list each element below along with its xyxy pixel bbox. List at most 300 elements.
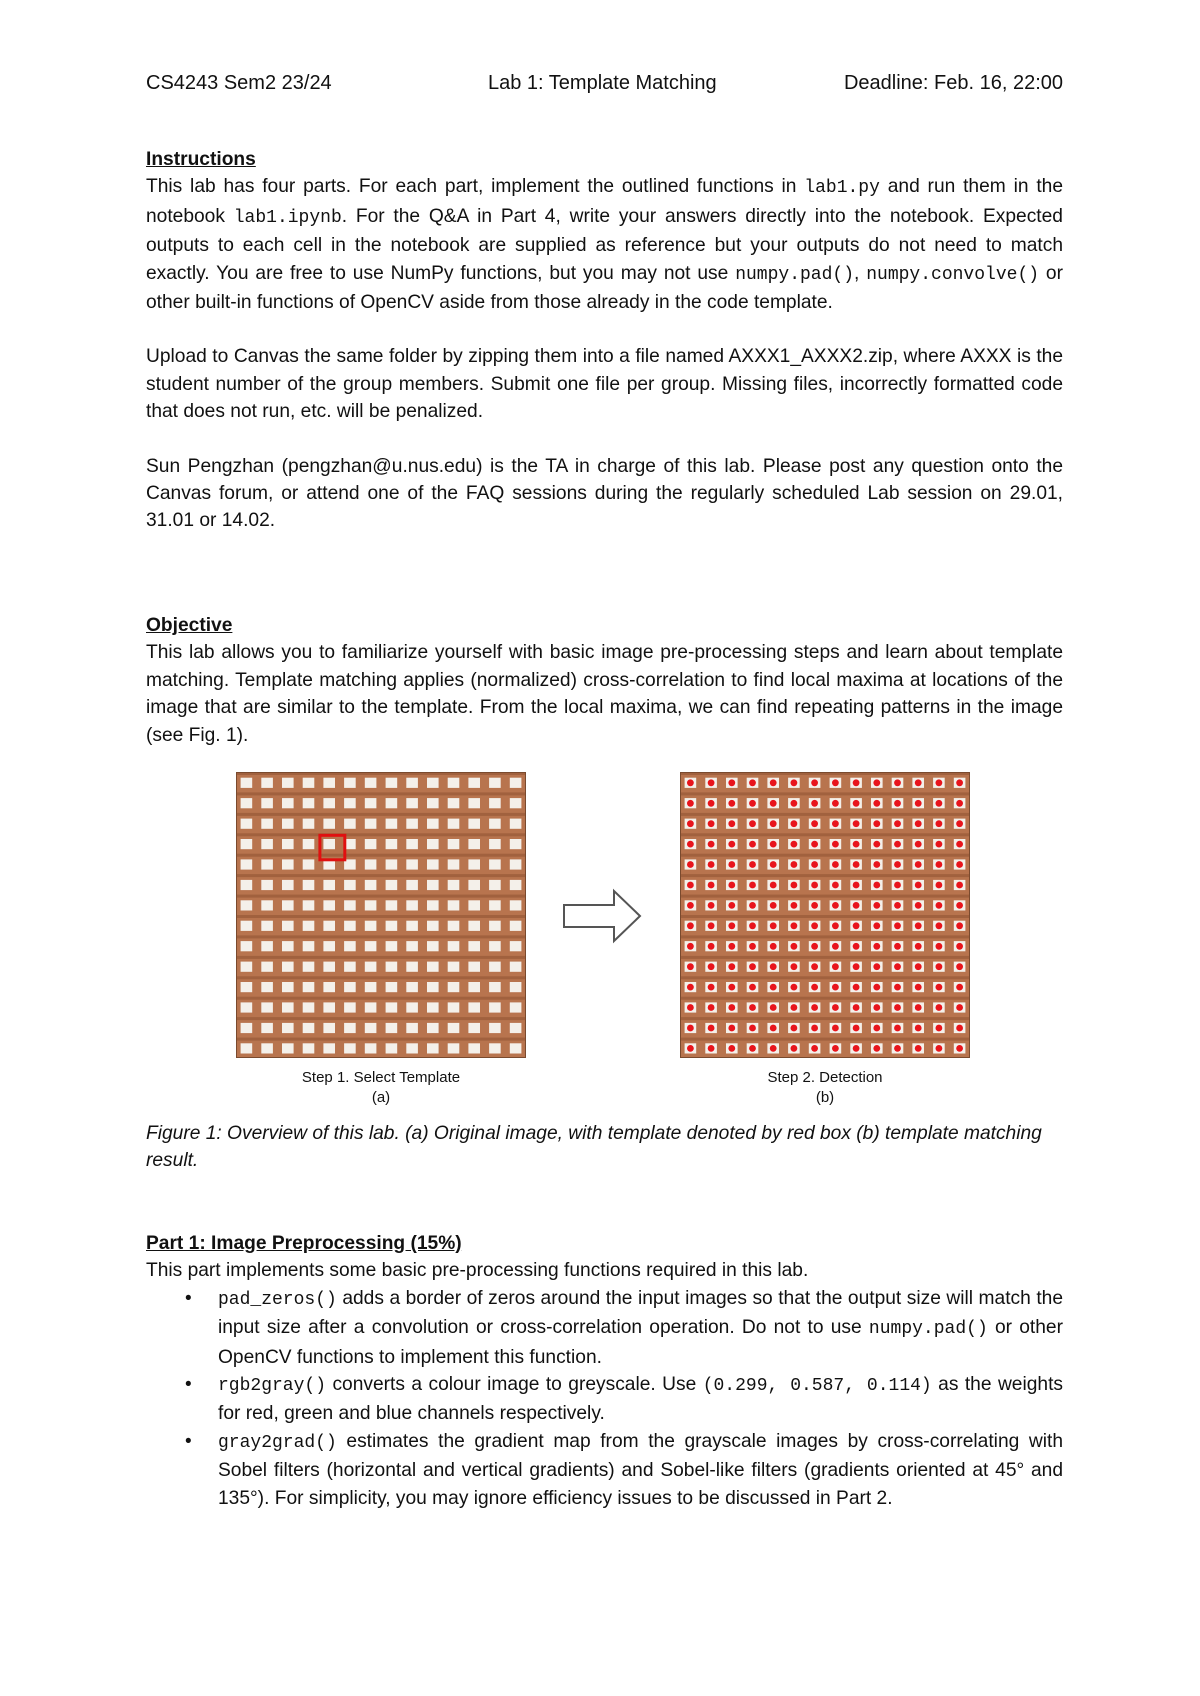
grid-hole (261, 778, 273, 788)
detection-marker (894, 820, 901, 827)
grid-hole (510, 839, 522, 849)
detection-marker (853, 841, 860, 848)
grid-hole (365, 798, 377, 808)
grid-hole (365, 819, 377, 829)
detection-marker (956, 1004, 963, 1011)
grid-hole (323, 982, 335, 992)
grain-line (680, 833, 970, 836)
grid-hole (365, 962, 377, 972)
grid-hole (365, 900, 377, 910)
lab-title: Lab 1: Template Matching (488, 72, 717, 94)
detection-marker (956, 882, 963, 889)
detection-marker (811, 800, 818, 807)
detection-marker (791, 963, 798, 970)
grid-hole (427, 1002, 439, 1012)
grid-hole (427, 962, 439, 972)
detection-marker (708, 922, 715, 929)
grid-hole (344, 798, 356, 808)
detection-marker (936, 800, 943, 807)
grid-hole (489, 1002, 501, 1012)
detection-marker (832, 922, 839, 929)
detection-marker (853, 984, 860, 991)
grid-hole (406, 839, 418, 849)
detection-marker (708, 1004, 715, 1011)
grid-hole (344, 900, 356, 910)
grain-line (236, 833, 526, 836)
grid-hole (241, 778, 253, 788)
grid-hole (448, 962, 460, 972)
detection-marker (811, 1004, 818, 1011)
grid-hole (241, 962, 253, 972)
detection-marker (728, 841, 735, 848)
grid-hole (386, 900, 398, 910)
grid-hole (303, 1043, 315, 1053)
detection-marker (915, 963, 922, 970)
detection-marker (791, 800, 798, 807)
objective-paragraph: This lab allows you to familiarize yourself with basic image pre-processing steps and learn about template matching. Template matching applies (normalized) cross-correlation to find local maxima at locations of the image that are similar to the template. From the local maxima, we can find repeating patterns in the image (see Fig. 1). (146, 642, 1063, 746)
grid-hole (241, 1043, 253, 1053)
detection-marker (708, 882, 715, 889)
grid-hole (489, 900, 501, 910)
detection-marker (915, 902, 922, 909)
detection-marker (749, 943, 756, 950)
grid-hole (386, 839, 398, 849)
grid-hole (323, 819, 335, 829)
instructions-paragraph-3: Sun Pengzhan (pengzhan@u.nus.edu) is the TA in charge of this lab. Please post any question onto the Canvas forum, or attend one of the FAQ sessions during the regularly scheduled Lab session on 29.01, 31.01 or 14.02. (146, 455, 1063, 532)
grid-hole (303, 941, 315, 951)
detection-marker (791, 943, 798, 950)
detection-marker (749, 861, 756, 868)
grid-hole (365, 859, 377, 869)
detection-marker (791, 1025, 798, 1032)
grid-hole (323, 1043, 335, 1053)
figure-right-label (680, 1068, 970, 1108)
detection-marker (853, 1045, 860, 1052)
grid-hole (386, 1023, 398, 1033)
grid-hole (303, 1023, 315, 1033)
detection-marker (894, 841, 901, 848)
grid-hole (406, 900, 418, 910)
part1-intro: This part implements some basic pre-processing functions required in this lab. (146, 1260, 809, 1282)
detection-marker (770, 984, 777, 991)
grain-line (680, 813, 970, 816)
grid-hole (365, 839, 377, 849)
grid-hole (468, 778, 480, 788)
detection-marker (791, 861, 798, 868)
deadline: Deadline: Feb. 16, 22:00 (843, 72, 1063, 94)
bullet-rgb2gray: rgb2gray() converts a colour image to greyscale. Use (0.299, 0.587, 0.114) as the weights for red, green and blue channels respectively. (218, 1374, 1063, 1425)
grid-hole (406, 921, 418, 931)
detection-marker (749, 800, 756, 807)
figure-detection-image (680, 772, 970, 1058)
detection-marker (873, 1004, 880, 1011)
grid-hole (303, 962, 315, 972)
detection-marker (936, 922, 943, 929)
detection-marker (915, 1045, 922, 1052)
grid-hole (323, 798, 335, 808)
grid-hole (282, 798, 294, 808)
grid-hole (406, 798, 418, 808)
grid-hole (427, 1043, 439, 1053)
grid-hole (510, 819, 522, 829)
grid-hole (448, 798, 460, 808)
detection-marker (832, 984, 839, 991)
detection-marker (873, 943, 880, 950)
grain-line (236, 895, 526, 898)
grid-hole (406, 880, 418, 890)
detection-marker (956, 800, 963, 807)
grain-line (680, 874, 970, 877)
grid-hole (344, 982, 356, 992)
detection-marker (832, 902, 839, 909)
grid-hole (468, 839, 480, 849)
detection-marker (956, 779, 963, 786)
grid-hole (282, 778, 294, 788)
arrow-icon (562, 888, 644, 944)
grid-hole (241, 798, 253, 808)
grain-line (236, 915, 526, 918)
grid-hole (303, 778, 315, 788)
grid-hole (303, 982, 315, 992)
detection-marker (894, 800, 901, 807)
detection-marker (832, 800, 839, 807)
grain-line (236, 1038, 526, 1041)
detection-marker (811, 841, 818, 848)
detection-marker (811, 984, 818, 991)
detection-marker (936, 861, 943, 868)
grid-hole (303, 880, 315, 890)
detection-marker (770, 1045, 777, 1052)
detection-marker (956, 984, 963, 991)
detection-marker (956, 861, 963, 868)
grid-hole (344, 941, 356, 951)
grid-hole (282, 921, 294, 931)
grid-hole (448, 819, 460, 829)
grid-hole (282, 839, 294, 849)
detection-marker (956, 820, 963, 827)
detection-marker (811, 861, 818, 868)
detection-marker (873, 984, 880, 991)
detection-marker (728, 943, 735, 950)
grid-hole (365, 982, 377, 992)
detection-marker (832, 1045, 839, 1052)
detection-marker (749, 922, 756, 929)
grid-hole (510, 798, 522, 808)
detection-marker (956, 902, 963, 909)
grid-hole (510, 778, 522, 788)
grid-hole (406, 941, 418, 951)
detection-marker (749, 882, 756, 889)
grid-hole (323, 1023, 335, 1033)
grid-hole (386, 859, 398, 869)
grid-hole (241, 982, 253, 992)
grid-hole (427, 880, 439, 890)
grid-hole (323, 778, 335, 788)
grid-hole (406, 778, 418, 788)
grid-hole (427, 982, 439, 992)
grid-hole (261, 859, 273, 869)
detection-marker (853, 779, 860, 786)
detection-marker (832, 882, 839, 889)
detection-marker (832, 1004, 839, 1011)
detection-marker (708, 841, 715, 848)
grid-hole (365, 1002, 377, 1012)
grid-hole (241, 941, 253, 951)
detection-marker (936, 984, 943, 991)
part1-bullet-list (146, 1285, 1063, 1512)
grid-hole (468, 900, 480, 910)
grain-line (680, 854, 970, 857)
detection-marker (956, 841, 963, 848)
detection-marker (687, 841, 694, 848)
grid-hole (468, 921, 480, 931)
grid-hole (323, 941, 335, 951)
grid-hole (303, 900, 315, 910)
grid-hole (510, 880, 522, 890)
detection-marker (728, 779, 735, 786)
grid-hole (344, 962, 356, 972)
grid-hole (323, 962, 335, 972)
detection-marker (708, 1025, 715, 1032)
grid-hole (448, 778, 460, 788)
grain-line (680, 895, 970, 898)
detection-marker (728, 800, 735, 807)
grain-line (680, 956, 970, 959)
grid-hole (489, 1043, 501, 1053)
bullet-gray2grad: gray2grad() estimates the gradient map from the grayscale images by cross-correlating with Sobel filters (horizontal and vertical gradients) and Sobel-like filters (gradients oriented at 45° and 135°). For simplicity, you may ignore efficiency issues to be discussed in Part 2. (218, 1430, 1063, 1509)
detection-marker (894, 1025, 901, 1032)
detection-marker (770, 820, 777, 827)
grid-hole (241, 839, 253, 849)
detection-marker (749, 902, 756, 909)
inline-code: (0.299, 0.587, 0.114) (702, 1376, 932, 1397)
instructions-paragraph-2: Upload to Canvas the same folder by zipping them into a file named AXXX1_AXXX2.zip, where AXXX is the student number of the group members. Submit one file per group. Missing files, incorrectly formatted code that does not run, etc. will be penalized. (146, 346, 1063, 423)
grid-hole (510, 962, 522, 972)
grid-hole (510, 982, 522, 992)
objective-heading: Objective (146, 615, 233, 636)
grid-hole (468, 798, 480, 808)
detection-marker (873, 861, 880, 868)
detection-marker (791, 902, 798, 909)
grid-hole (386, 1002, 398, 1012)
grain-line (236, 874, 526, 877)
course-code: CS4243 Sem2 23/24 (146, 72, 332, 94)
grid-hole (282, 900, 294, 910)
detection-marker (791, 882, 798, 889)
detection-marker (687, 882, 694, 889)
detection-marker (749, 1045, 756, 1052)
detection-marker (811, 922, 818, 929)
detection-marker (728, 1025, 735, 1032)
list-item: • pad_zeros() adds a border of zeros around the input images so that the output size will match the input size after a convolution or cross-correlation operation. Do not to use numpy.pad() or other OpenCV functions to implement this function. (185, 1287, 1063, 1368)
grid-hole (448, 1043, 460, 1053)
inline-code: lab1.ipynb (233, 207, 342, 228)
grid-hole (261, 921, 273, 931)
grid-hole (406, 859, 418, 869)
grid-hole (303, 798, 315, 808)
grid-hole (427, 798, 439, 808)
detection-marker (749, 963, 756, 970)
grid-hole (468, 1002, 480, 1012)
detection-marker (770, 861, 777, 868)
grid-hole (303, 921, 315, 931)
grid-hole (241, 859, 253, 869)
detection-marker (770, 882, 777, 889)
grid-hole (365, 941, 377, 951)
detection-marker (770, 963, 777, 970)
figure-caption: Figure 1: Overview of this lab. (a) Original image, with template denoted by red box (b) template matching result. (146, 1123, 1042, 1172)
grid-hole (386, 1043, 398, 1053)
grid-hole (489, 921, 501, 931)
detection-marker (936, 1025, 943, 1032)
detection-marker (728, 882, 735, 889)
detection-marker (811, 943, 818, 950)
detection-marker (894, 984, 901, 991)
detection-marker (811, 1025, 818, 1032)
grain-line (236, 976, 526, 979)
detection-marker (770, 922, 777, 929)
detection-marker (894, 902, 901, 909)
detection-marker (894, 963, 901, 970)
detection-marker (770, 902, 777, 909)
detection-marker (832, 861, 839, 868)
grain-line (680, 915, 970, 918)
grid-hole (448, 900, 460, 910)
detection-marker (770, 1004, 777, 1011)
part1-section (146, 1230, 1063, 1512)
grid-hole (365, 921, 377, 931)
grid-hole (386, 921, 398, 931)
detection-marker (873, 820, 880, 827)
page-header (146, 72, 1063, 102)
woven-grid-image (236, 772, 526, 1058)
grid-hole (261, 900, 273, 910)
detection-marker (956, 1025, 963, 1032)
grid-hole (303, 819, 315, 829)
detection-marker (728, 861, 735, 868)
detection-marker (791, 984, 798, 991)
grid-hole (282, 880, 294, 890)
grid-hole (261, 819, 273, 829)
detection-marker (687, 943, 694, 950)
grid-hole (448, 839, 460, 849)
detection-marker (791, 922, 798, 929)
detection-marker (915, 820, 922, 827)
detection-marker (936, 963, 943, 970)
detection-marker (708, 1045, 715, 1052)
detection-marker (749, 984, 756, 991)
detection-marker (936, 943, 943, 950)
grid-hole (386, 941, 398, 951)
detection-marker (873, 882, 880, 889)
detection-marker (873, 841, 880, 848)
grid-hole (448, 1023, 460, 1033)
detection-result-image (680, 772, 970, 1058)
detection-marker (687, 1045, 694, 1052)
objective-section (146, 612, 1063, 749)
detection-marker (811, 820, 818, 827)
grid-hole (344, 1043, 356, 1053)
detection-marker (728, 984, 735, 991)
grid-hole (282, 962, 294, 972)
detection-marker (873, 1045, 880, 1052)
grid-hole (241, 900, 253, 910)
detection-marker (728, 1045, 735, 1052)
grid-hole (510, 859, 522, 869)
grid-hole (510, 1002, 522, 1012)
inline-code: numpy.convolve() (866, 264, 1040, 285)
grid-hole (489, 859, 501, 869)
grid-hole (282, 1043, 294, 1053)
detection-marker (873, 1025, 880, 1032)
detection-marker (894, 1045, 901, 1052)
grid-hole (489, 880, 501, 890)
detection-marker (915, 1025, 922, 1032)
grid-hole (386, 819, 398, 829)
detection-marker (853, 922, 860, 929)
grid-hole (427, 859, 439, 869)
grain-line (236, 935, 526, 938)
detection-marker (708, 984, 715, 991)
inline-code: rgb2gray() (218, 1376, 327, 1397)
detection-marker (791, 1004, 798, 1011)
grid-hole (365, 880, 377, 890)
detection-marker (687, 963, 694, 970)
detection-marker (770, 800, 777, 807)
detection-marker (894, 779, 901, 786)
detection-marker (708, 820, 715, 827)
grid-hole (386, 798, 398, 808)
grid-hole (282, 859, 294, 869)
detection-marker (853, 902, 860, 909)
detection-marker (749, 1004, 756, 1011)
detection-marker (687, 800, 694, 807)
grid-hole (427, 941, 439, 951)
detection-marker (770, 841, 777, 848)
grid-hole (386, 778, 398, 788)
detection-marker (873, 963, 880, 970)
detection-marker (687, 861, 694, 868)
grain-line (236, 813, 526, 816)
grain-line (680, 1038, 970, 1041)
detection-marker (728, 922, 735, 929)
grid-hole (282, 819, 294, 829)
grid-hole (344, 1002, 356, 1012)
detection-marker (894, 861, 901, 868)
detection-marker (894, 1004, 901, 1011)
grid-hole (510, 921, 522, 931)
detection-marker (791, 779, 798, 786)
grid-hole (406, 1002, 418, 1012)
detection-marker (936, 841, 943, 848)
grid-hole (323, 900, 335, 910)
grid-hole (448, 941, 460, 951)
grid-hole (323, 921, 335, 931)
grid-hole (241, 1002, 253, 1012)
detection-marker (915, 943, 922, 950)
grid-hole (344, 778, 356, 788)
grid-hole (344, 880, 356, 890)
detection-marker (687, 820, 694, 827)
grid-hole (489, 819, 501, 829)
grain-line (680, 792, 970, 795)
detection-marker (956, 1045, 963, 1052)
grid-hole (406, 982, 418, 992)
inline-code: numpy.pad() (868, 1319, 988, 1340)
detection-marker (791, 1045, 798, 1052)
detection-marker (811, 902, 818, 909)
grid-hole (386, 962, 398, 972)
